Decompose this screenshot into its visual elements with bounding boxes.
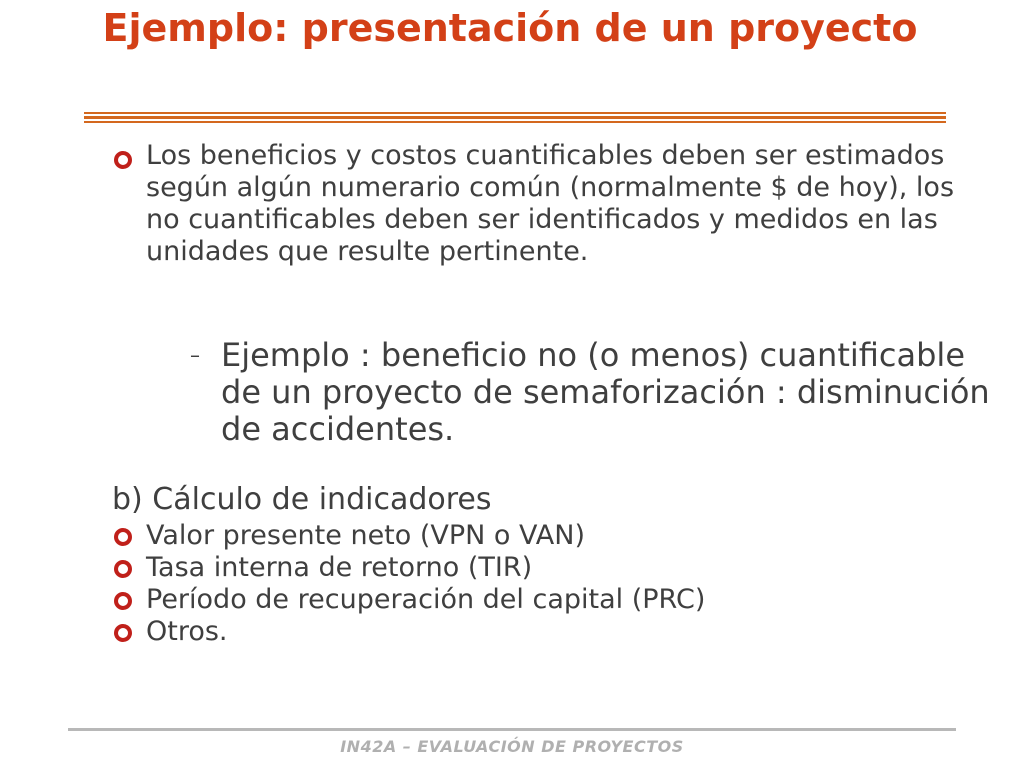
list-item-text: Otros. <box>146 616 228 647</box>
intro-bullet <box>112 140 992 310</box>
list-item <box>112 616 992 648</box>
example-text: Ejemplo : beneficio no (o menos) cuantificable de un proyecto de semaforización : disminución de accidentes. <box>221 336 990 448</box>
footer-divider <box>68 728 956 731</box>
title-underline <box>84 112 946 122</box>
list-item-text: Período de recuperación del capital (PRC) <box>146 584 706 615</box>
list-item-text: Tasa interna de retorno (TIR) <box>146 552 533 583</box>
section-heading: b) Cálculo de indicadores <box>112 482 492 517</box>
list-item <box>112 584 992 616</box>
circled-bullet-icon <box>112 149 134 171</box>
circled-bullet-icon <box>112 622 134 644</box>
slide-title: Ejemplo: presentación de un proyecto <box>102 6 918 50</box>
circled-bullet-icon <box>112 590 134 612</box>
dash-marker: – <box>190 343 200 367</box>
list-item <box>112 552 992 584</box>
list-item-text: Valor presente neto (VPN o VAN) <box>146 520 585 551</box>
list-item <box>112 520 992 552</box>
circled-bullet-icon <box>112 526 134 548</box>
intro-bullet-text: Los beneficios y costos cuantificables deben ser estimados según algún numerario común (normalmente $ de hoy), los no cuantificables deben ser identificados y medidos en las unidades que resulte pertinente. <box>146 140 955 267</box>
footer-text: IN42A – EVALUACIÓN DE PROYECTOS <box>340 737 684 756</box>
circled-bullet-icon <box>112 558 134 580</box>
